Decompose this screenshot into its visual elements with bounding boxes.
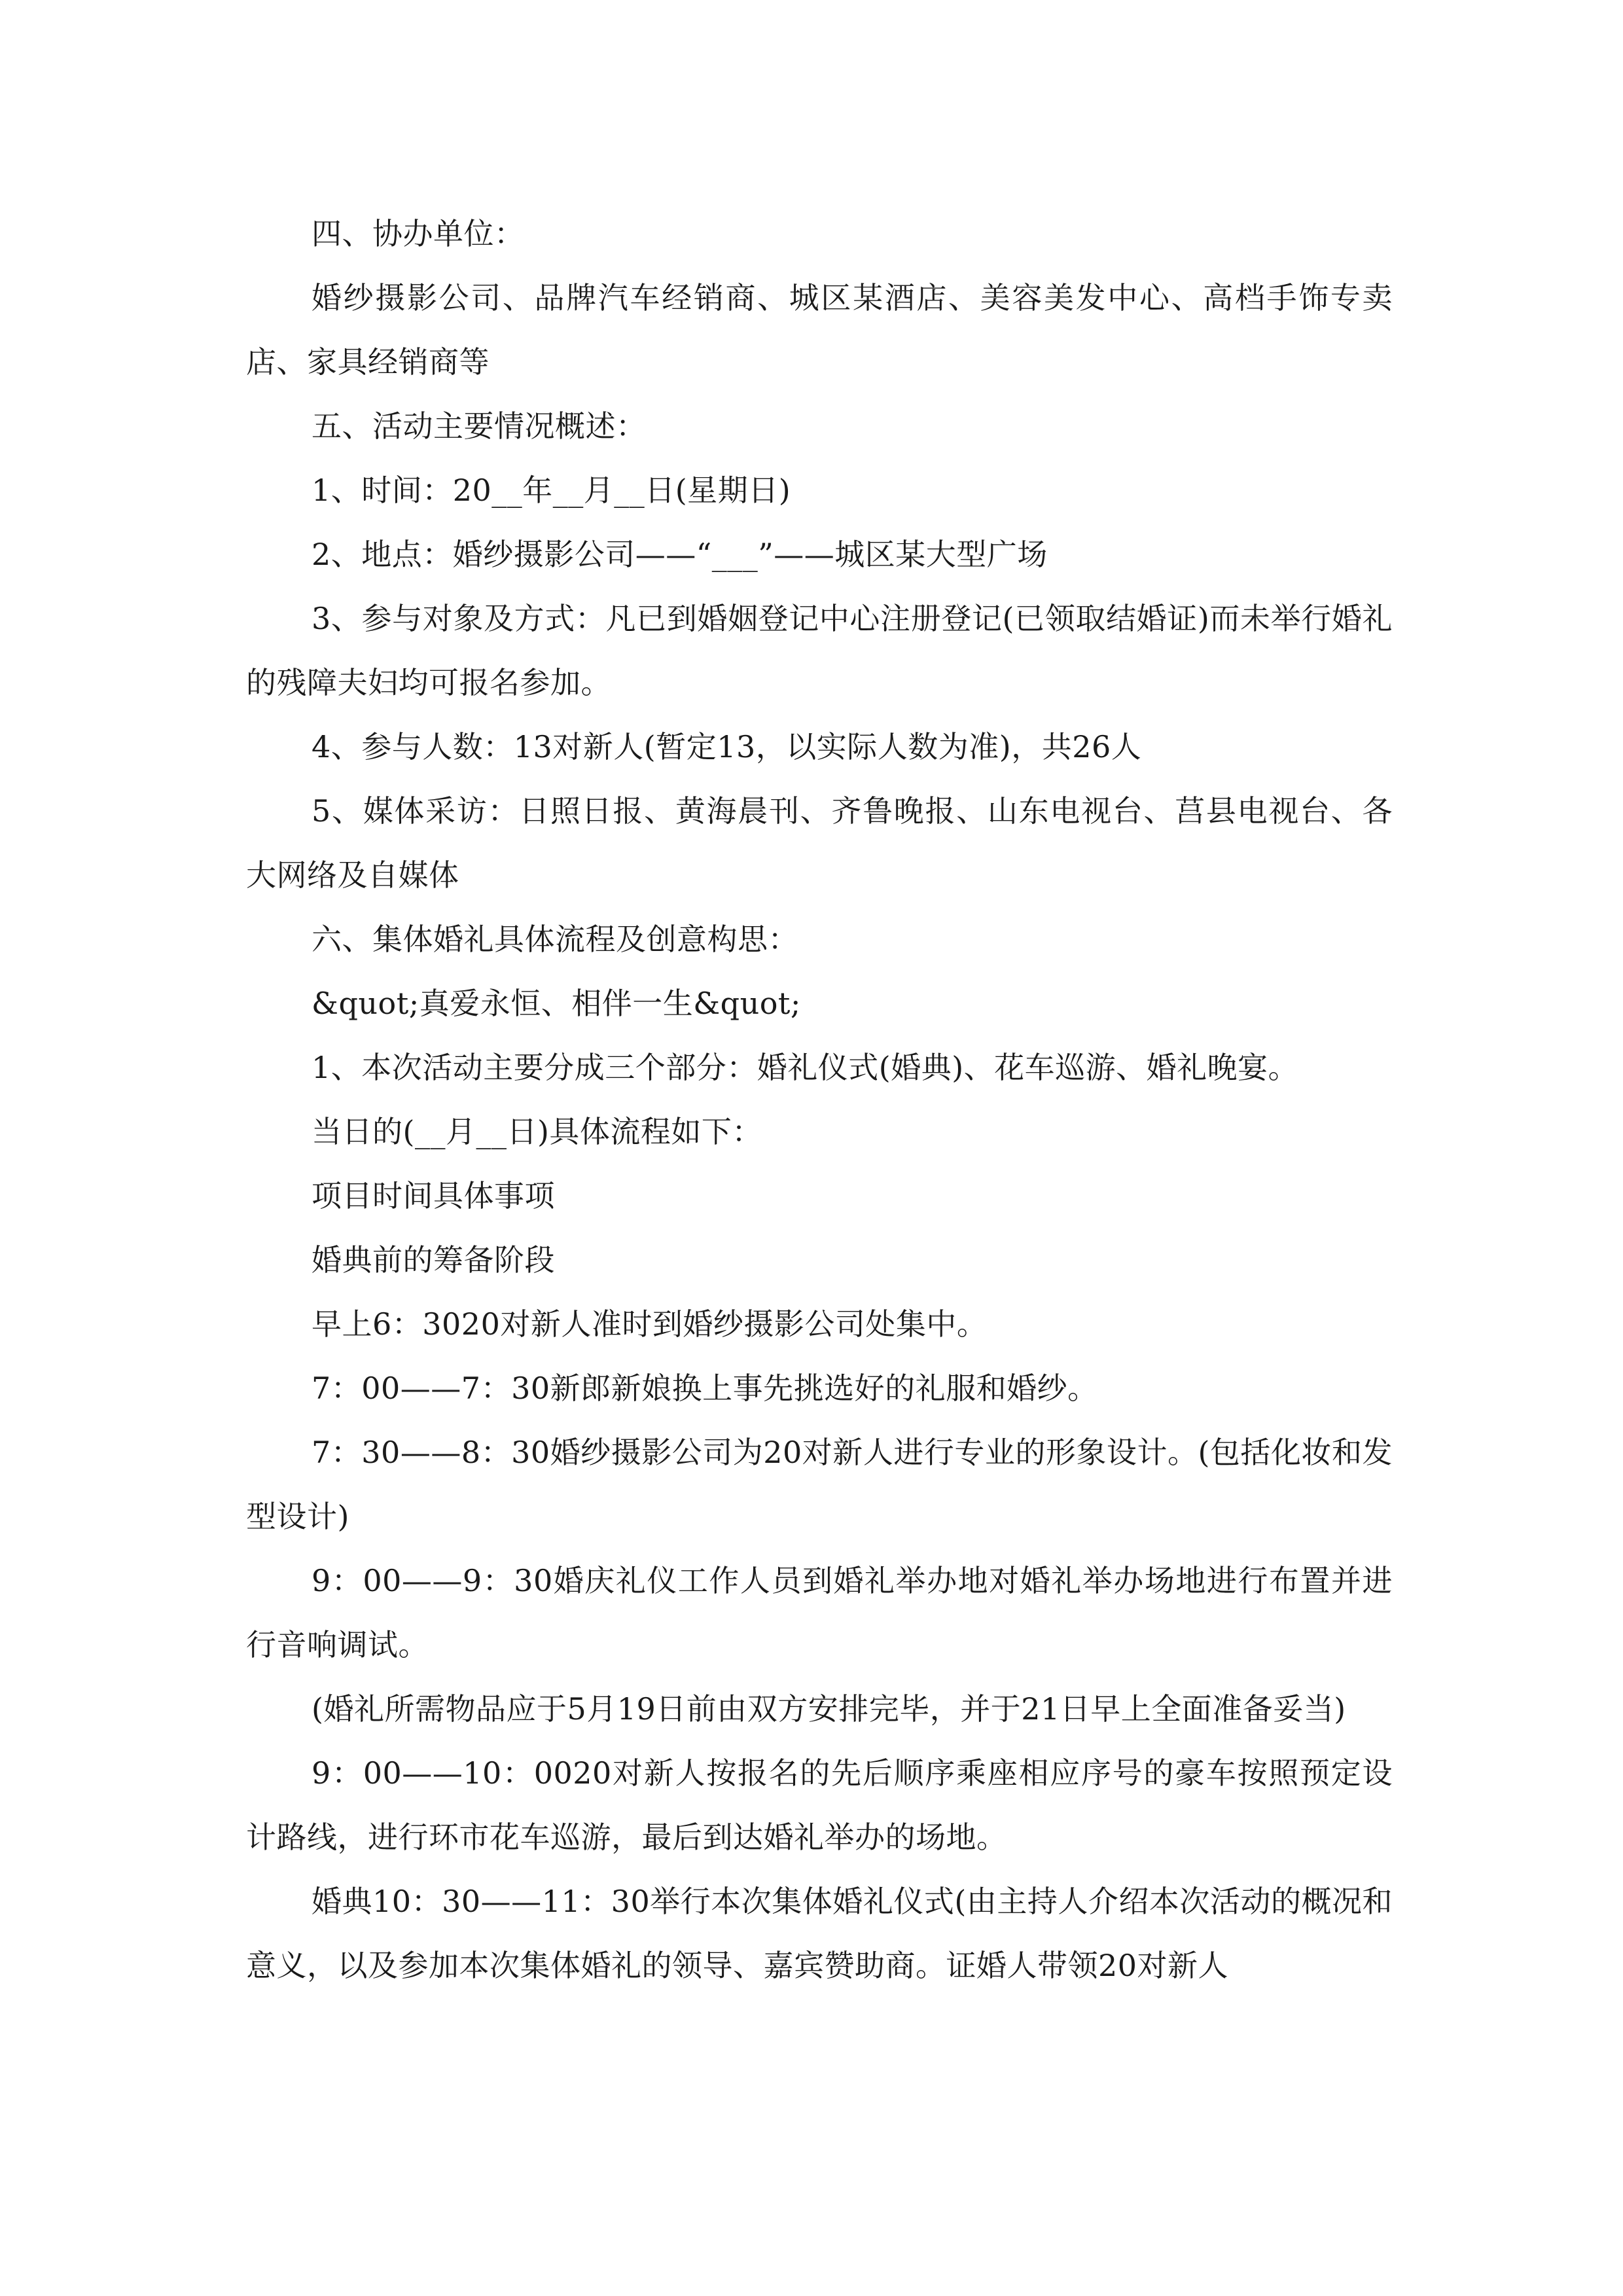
section-heading-process: 六、集体婚礼具体流程及创意构思： — [312, 922, 798, 957]
theme-slogan: &quot;真爱永恒、相伴一生&quot; — [312, 986, 801, 1021]
document-body — [246, 202, 1393, 1998]
schedule-item: 7：30——8：30婚纱摄影公司为20对新人进行专业的形象设计。(包括化妆和发型设计) — [246, 1435, 1393, 1534]
overview-time: 1、时间：20__年__月__日(星期日) — [312, 473, 791, 508]
section-heading-overview: 五、活动主要情况概述： — [312, 408, 647, 444]
schedule-item: 7：00——7：30新郎新娘换上事先挑选好的礼服和婚纱。 — [312, 1371, 1098, 1406]
schedule-item: 9：00——10：0020对新人按报名的先后顺序乘座相应序号的豪车按照预定设计路线，进行环市花车巡游，最后到达婚礼举办的场地。 — [246, 1755, 1393, 1855]
schedule-item: 早上6：3020对新人准时到婚纱摄影公司处集中。 — [312, 1306, 988, 1342]
process-day-intro: 当日的(__月__日)具体流程如下： — [312, 1114, 762, 1149]
overview-participant-count: 4、参与人数：13对新人(暂定13，以实际人数为准)，共26人 — [312, 729, 1142, 764]
overview-location: 2、地点：婚纱摄影公司——“___”——城区某大型广场 — [312, 537, 1048, 572]
overview-media: 5、媒体采访：日照日报、黄海晨刊、齐鲁晚报、山东电视台、莒县电视台、各大网络及自媒体 — [246, 793, 1393, 893]
schedule-item: 婚典10：30——11：30举行本次集体婚礼仪式(由主持人介绍本次活动的概况和意义，以及参加本次集体婚礼的领导、嘉宾赞助商。证婚人带领20对新人 — [246, 1884, 1393, 1983]
schedule-stage: 婚典前的筹备阶段 — [312, 1242, 555, 1278]
schedule-header: 项目时间具体事项 — [312, 1178, 555, 1213]
overview-participants: 3、参与对象及方式：凡已到婚姻登记中心注册登记(已领取结婚证)而未举行婚礼的残障夫妇均可报名参加。 — [246, 601, 1393, 700]
schedule-item: 9：00——9：30婚庆礼仪工作人员到婚礼举办地对婚礼举办场地进行布置并进行音响调试。 — [246, 1563, 1393, 1662]
co-organizers-list: 婚纱摄影公司、品牌汽车经销商、城区某酒店、美容美发中心、高档手饰专卖店、家具经销商等 — [246, 280, 1393, 380]
schedule-note: (婚礼所需物品应于5月19日前由双方安排完毕，并于21日早上全面准备妥当) — [312, 1691, 1346, 1727]
section-heading-co-organizers: 四、协办单位： — [312, 216, 525, 251]
process-parts: 1、本次活动主要分成三个部分：婚礼仪式(婚典)、花车巡游、婚礼晚宴。 — [312, 1050, 1299, 1085]
